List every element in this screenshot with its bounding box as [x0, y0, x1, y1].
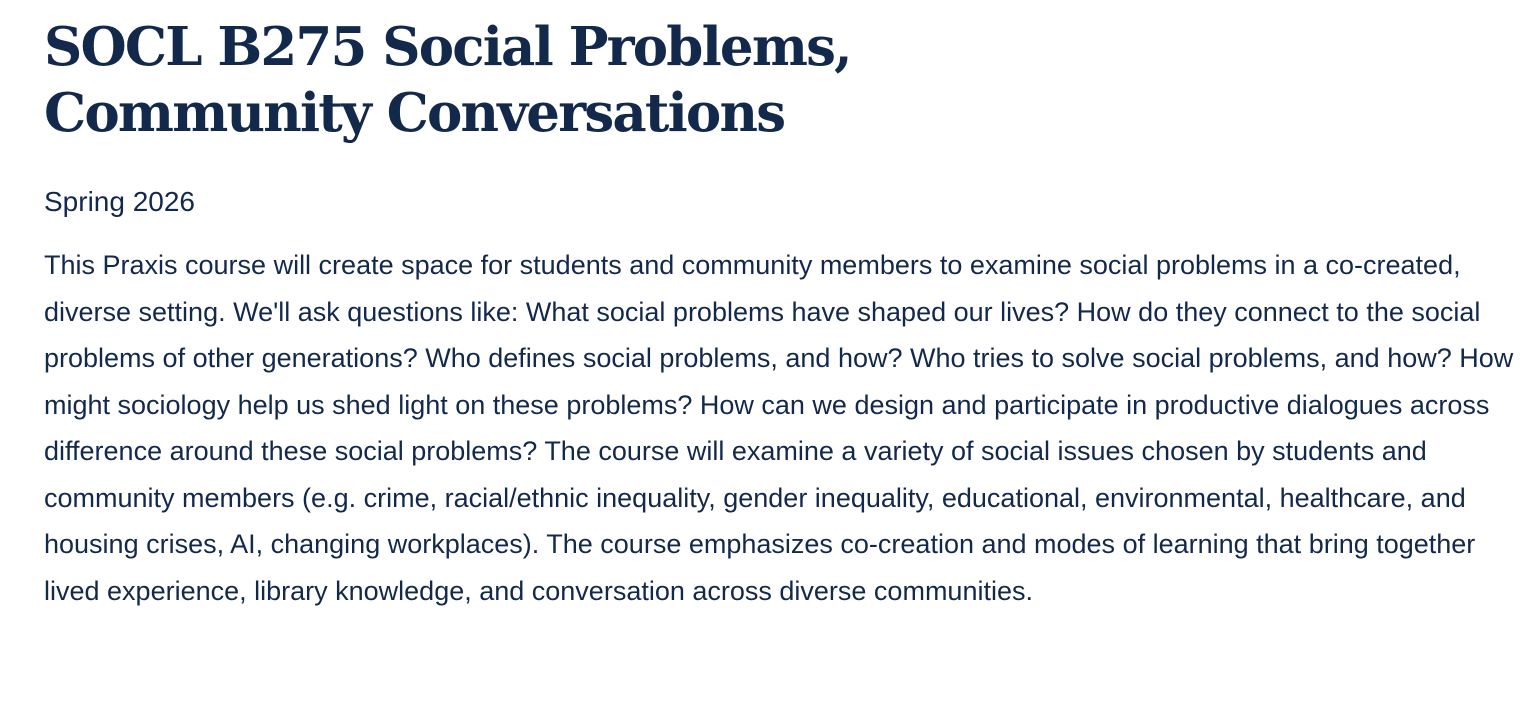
course-title: SOCL B275 Social Problems, Community Conversations — [44, 16, 851, 144]
course-page — [44, 14, 1514, 614]
course-description: This Praxis course will create space for students and community members to examine social problems in a co-created, diverse setting. We'll ask questions like: What social problems have shaped our lives? How do they connect to the social problems of other generations? Who defines social problems, and how? Who tries to solve social problems, and how? How might sociology help us shed light on these problems? How can we design and participate in productive dialogues across difference around these social problems? The course will examine a variety of social issues chosen by students and community members (e.g. crime, racial/ethnic inequality, gender inequality, educational, environmental, healthcare, and housing crises, AI, changing workplaces). The course emphasizes co-creation and modes of learning that bring together lived experience, library knowledge, and conversation across diverse communities. — [44, 250, 1514, 606]
course-term: Spring 2026 — [44, 186, 196, 217]
